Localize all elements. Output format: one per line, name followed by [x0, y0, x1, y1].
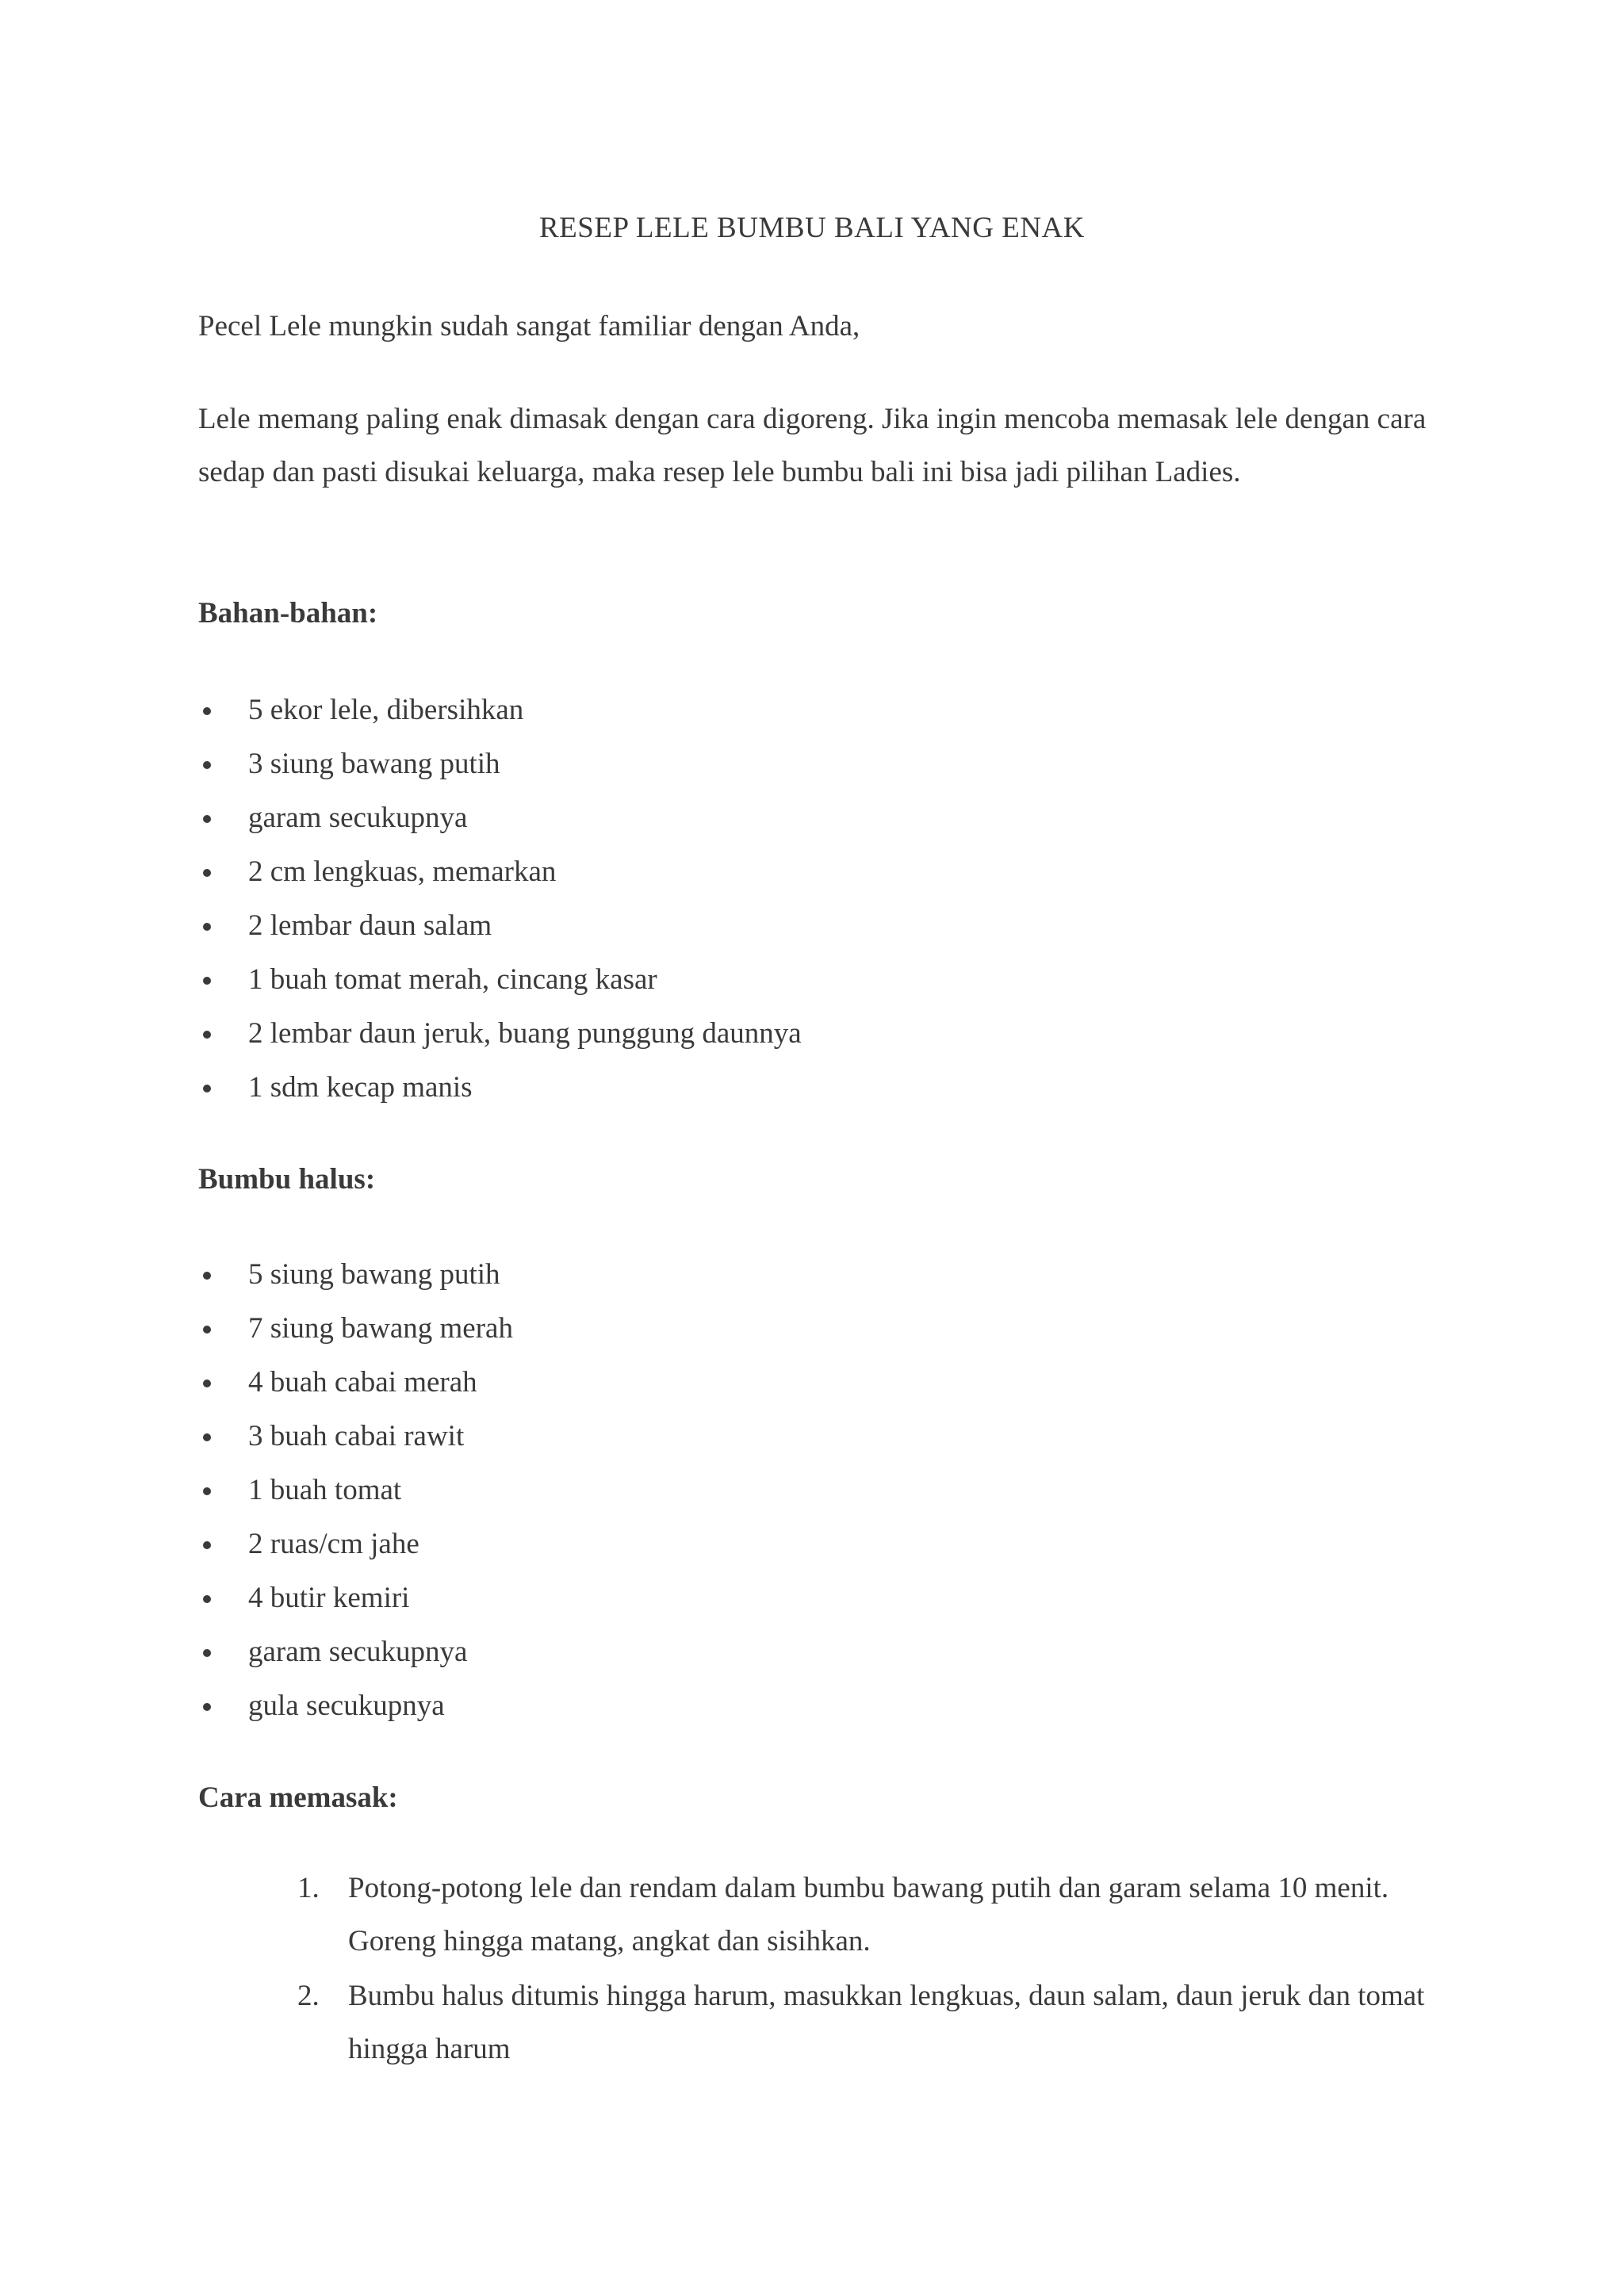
bullet-icon	[203, 1326, 211, 1334]
list-item: 3 buah cabai rawit	[198, 1410, 513, 1464]
spices-list	[198, 1248, 513, 1733]
bullet-icon	[203, 1487, 211, 1495]
bullet-icon	[203, 1649, 211, 1657]
list-item: 5 ekor lele, dibersihkan	[198, 683, 802, 737]
step-item	[297, 1969, 1439, 2076]
document-title: RESEP LELE BUMBU BALI YANG ENAK	[538, 212, 1085, 244]
bullet-icon	[203, 761, 211, 769]
bullet-icon	[203, 869, 211, 877]
method-steps	[297, 1862, 1439, 2077]
bullet-icon	[203, 815, 211, 823]
list-item: 3 siung bawang putih	[198, 737, 802, 791]
bullet-icon	[203, 1595, 211, 1603]
list-item: 1 sdm kecap manis	[198, 1061, 802, 1115]
ingredients-heading: Bahan-bahan:	[198, 597, 378, 629]
step-item	[297, 1862, 1439, 1968]
list-item: 5 siung bawang putih	[198, 1248, 513, 1302]
intro-text: Pecel Lele mungkin sudah sangat familiar dengan Anda,	[198, 310, 860, 342]
spices-heading: Bumbu halus:	[198, 1163, 376, 1196]
ingredients-list	[198, 683, 802, 1115]
method-heading: Cara memasak:	[198, 1781, 398, 1814]
list-item: 1 buah tomat	[198, 1464, 513, 1517]
bullet-icon	[203, 1433, 211, 1441]
list-item: 7 siung bawang merah	[198, 1302, 513, 1356]
list-item: 2 lembar daun jeruk, buang punggung daunnya	[198, 1007, 802, 1061]
list-item: garam secukupnya	[198, 1625, 513, 1679]
list-item: 2 lembar daun salam	[198, 899, 802, 953]
bullet-icon	[203, 707, 211, 715]
step-number: 2.	[297, 1980, 320, 2012]
list-item: gula secukupnya	[198, 1679, 513, 1733]
list-item: 4 butir kemiri	[198, 1571, 513, 1625]
bullet-icon	[203, 1541, 211, 1549]
bullet-icon	[203, 977, 211, 985]
list-item: garam secukupnya	[198, 791, 802, 845]
bullet-icon	[203, 1085, 211, 1093]
step-text: Potong-potong lele dan rendam dalam bumbu bawang putih dan garam selama 10 menit. Goreng hingga matang, angkat dan sisihkan.	[348, 1872, 1389, 1957]
bullet-icon	[203, 1380, 211, 1387]
bullet-icon	[203, 1272, 211, 1280]
body-paragraph: Lele memang paling enak dimasak dengan cara digoreng. Jika ingin mencoba memasak lele dengan cara sedap dan pasti disukai keluarga, maka resep lele bumbu bali ini bisa jadi pilihan Ladies.	[198, 403, 1427, 488]
step-text: Bumbu halus ditumis hingga harum, masukkan lengkuas, daun salam, daun jeruk dan tomat hingga harum	[348, 1980, 1425, 2065]
list-item: 4 buah cabai merah	[198, 1356, 513, 1410]
bullet-icon	[203, 923, 211, 931]
bullet-icon	[203, 1031, 211, 1039]
list-item: 2 cm lengkuas, memarkan	[198, 845, 802, 899]
list-item: 2 ruas/cm jahe	[198, 1517, 513, 1571]
list-item: 1 buah tomat merah, cincang kasar	[198, 953, 802, 1007]
step-number: 1.	[297, 1872, 320, 1904]
bullet-icon	[203, 1703, 211, 1711]
